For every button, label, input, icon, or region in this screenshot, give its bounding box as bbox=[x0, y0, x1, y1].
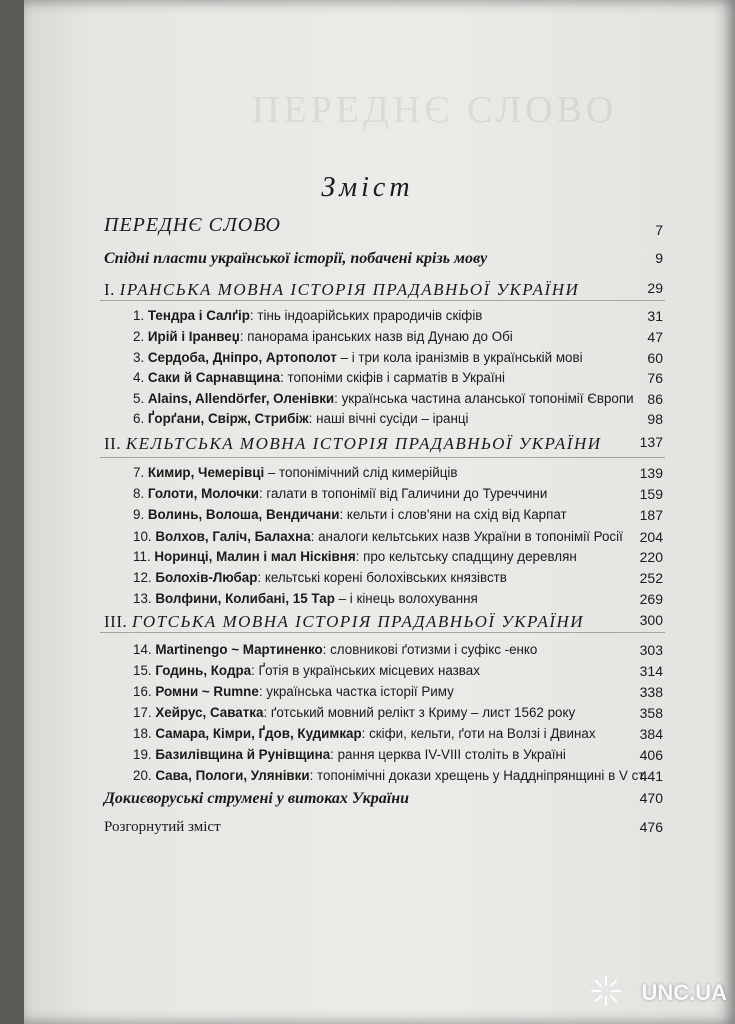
entry-title bbox=[133, 529, 623, 544]
chapter-subtitle: : рання церква IV-VIII століть в Україні bbox=[330, 747, 566, 762]
entry-title bbox=[133, 391, 634, 406]
chapter-subtitle: : про кельтську спадщину деревлян bbox=[355, 549, 577, 564]
chapter-number: 18. bbox=[133, 726, 156, 741]
entry-title bbox=[133, 705, 575, 720]
chapter-keywords: Кимир, Чемерівці bbox=[147, 465, 265, 480]
chapter-subtitle: – і три кола іранізмів в українській мові bbox=[336, 350, 583, 365]
page-number: 9 bbox=[655, 250, 663, 266]
chapter-subtitle: : словникові ґотизми і суфікс -енко bbox=[322, 642, 538, 657]
entry-title bbox=[133, 507, 567, 522]
page-number: 7 bbox=[655, 222, 663, 238]
section-divider bbox=[100, 457, 665, 458]
entry-title bbox=[133, 747, 566, 762]
part-numeral: I. bbox=[104, 280, 120, 299]
chapter-keywords: Сава, Пологи, Улянівки bbox=[155, 768, 310, 783]
chapter-subtitle: : кельти і слов'яни на схід від Карпат bbox=[339, 507, 567, 522]
chapter-number: 15. bbox=[133, 663, 156, 678]
chapter-keywords: Ирій і Іранвеџ bbox=[147, 329, 240, 344]
page-number: 86 bbox=[647, 391, 663, 407]
chapter-subtitle: : панорама іранських назв від Дунаю до Обі bbox=[239, 329, 513, 344]
chapter-number: 10. bbox=[133, 529, 156, 544]
page-number: 98 bbox=[647, 411, 663, 427]
chapter-subtitle: : аналоги кельтських назв України в топонімії Росії bbox=[310, 529, 623, 544]
chapter-subtitle: – і кінець волохування bbox=[334, 591, 478, 606]
chapter-subtitle: : кельтські корені болохівських князівств bbox=[257, 570, 507, 585]
page-number: 204 bbox=[639, 529, 663, 545]
chapter-keywords: Волхов, Галіч, Балахна bbox=[155, 529, 311, 544]
entry-title bbox=[104, 434, 602, 454]
chapter-subtitle: : галати в топонімії від Галичини до Туреччини bbox=[258, 486, 548, 501]
chapter-keywords: Тендра і Салґір bbox=[147, 308, 250, 323]
chapter-keywords: Годинь, Кодра bbox=[155, 663, 252, 678]
part-numeral: III. bbox=[104, 612, 132, 631]
entry-title: Спідні пласти української історії, побачені крізь мову bbox=[104, 250, 488, 267]
entry-title bbox=[133, 684, 454, 699]
chapter-keywords: Martinengo ~ Мартиненко bbox=[155, 642, 323, 657]
page-number: 441 bbox=[639, 768, 663, 784]
chapter-number: 19. bbox=[133, 747, 156, 762]
chapter-subtitle: : топонімічні докази хрещень у Наддніпрянщині в V ст. bbox=[309, 768, 647, 783]
entry-title bbox=[133, 768, 647, 783]
chapter-number: 7. bbox=[133, 465, 148, 480]
chapter-number: 4. bbox=[133, 370, 148, 385]
page-number: 159 bbox=[639, 486, 663, 502]
chapter-keywords: Болохів-Любар bbox=[155, 570, 258, 585]
page-number: 314 bbox=[639, 663, 663, 679]
chapter-keywords: Норинці, Малин і мал Нісківня bbox=[154, 549, 356, 564]
section-divider bbox=[100, 300, 665, 301]
page-number: 476 bbox=[639, 819, 663, 835]
chapter-keywords: Ромни ~ Rumne bbox=[155, 684, 259, 699]
chapter-number: 16. bbox=[133, 684, 156, 699]
chapter-keywords: Голоти, Молочки bbox=[147, 486, 259, 501]
part-numeral: II. bbox=[104, 434, 126, 453]
chapter-number: 5. bbox=[133, 391, 148, 406]
entry-title bbox=[133, 329, 513, 344]
chapter-number: 20. bbox=[133, 768, 156, 783]
entry-title bbox=[133, 642, 537, 657]
page-number: 29 bbox=[647, 280, 663, 296]
chapter-subtitle: : Ґотія в українських місцевих назвах bbox=[251, 663, 480, 678]
watermark-logo-icon bbox=[589, 974, 623, 1008]
page-number: 269 bbox=[639, 591, 663, 607]
chapter-keywords: Самара, Кімри, Ґдов, Кудимкар bbox=[155, 726, 362, 741]
chapter-keywords: Волинь, Волоша, Вендичани bbox=[147, 507, 340, 522]
chapter-keywords: Саки й Сарнавщина bbox=[147, 370, 281, 385]
chapter-number: 9. bbox=[133, 507, 148, 522]
page-number: 187 bbox=[639, 507, 663, 523]
entry-title bbox=[133, 350, 583, 365]
chapter-keywords: Ґорґани, Свірж, Стрибіж bbox=[147, 411, 309, 426]
chapter-keywords: Хейрус, Саватка bbox=[155, 705, 264, 720]
page-number: 300 bbox=[639, 612, 663, 628]
chapter-number: 13. bbox=[133, 591, 156, 606]
chapter-number: 14. bbox=[133, 642, 156, 657]
chapter-keywords: Сердоба, Дніпро, Артополот bbox=[147, 350, 337, 365]
chapter-number: 3. bbox=[133, 350, 148, 365]
page-number: 76 bbox=[647, 370, 663, 386]
chapter-keywords: Волфини, Колибані, 15 Тар bbox=[155, 591, 335, 606]
part-label: КЕЛЬТСЬКА МОВНА ІСТОРІЯ ПРАДАВНЬОЇ УКРАЇНИ bbox=[125, 434, 602, 453]
entry-title bbox=[133, 570, 507, 585]
show-through-text: ПЕРЕДНЄ СЛОВО bbox=[252, 89, 618, 131]
chapter-subtitle: : українська частина аланської топонімії Європи bbox=[334, 391, 634, 406]
entry-title bbox=[133, 411, 469, 426]
chapter-subtitle: : українська частка історії Риму bbox=[258, 684, 454, 699]
page-number: 384 bbox=[639, 726, 663, 742]
page-number: 470 bbox=[639, 790, 663, 806]
chapter-subtitle: : тінь індоарійських прародичів скіфів bbox=[249, 308, 483, 323]
page-number: 60 bbox=[647, 350, 663, 366]
entry-title: Розгорнутий зміст bbox=[104, 819, 221, 835]
chapter-subtitle: : ґотський мовний релікт з Криму – лист 1562 року bbox=[263, 705, 576, 720]
chapter-subtitle: : наші вічні сусіди – іранці bbox=[308, 411, 469, 426]
chapter-number: 6. bbox=[133, 411, 148, 426]
page-number: 137 bbox=[639, 434, 663, 450]
page-number: 406 bbox=[639, 747, 663, 763]
toc-heading: Зміст bbox=[321, 172, 414, 203]
chapter-number: 11. bbox=[133, 549, 155, 564]
entry-title bbox=[104, 612, 584, 632]
page-number: 47 bbox=[647, 329, 663, 345]
chapter-number: 12. bbox=[133, 570, 156, 585]
part-label: ГОТСЬКА МОВНА ІСТОРІЯ ПРАДАВНЬОЇ УКРАЇНИ bbox=[131, 612, 585, 631]
entry-title: Докиєворуські струмені у витоках України bbox=[104, 790, 409, 807]
section-divider bbox=[100, 632, 665, 633]
entry-title bbox=[133, 370, 505, 385]
chapter-subtitle: – топонімічний слід кимерійців bbox=[264, 465, 458, 480]
entry-title bbox=[133, 591, 478, 606]
chapter-number: 17. bbox=[133, 705, 156, 720]
entry-title bbox=[104, 280, 579, 300]
chapter-keywords: Базилівщина й Рунівщина bbox=[155, 747, 331, 762]
page-number: 358 bbox=[639, 705, 663, 721]
page-number: 139 bbox=[639, 465, 663, 481]
page-number: 338 bbox=[639, 684, 663, 700]
entry-title bbox=[133, 663, 480, 678]
chapter-number: 8. bbox=[133, 486, 148, 501]
chapter-number: 2. bbox=[133, 329, 148, 344]
entry-title bbox=[133, 549, 577, 564]
chapter-subtitle: : топоніми скіфів і сарматів в Україні bbox=[280, 370, 505, 385]
watermark-text: UNC.UA bbox=[641, 980, 727, 1005]
chapter-keywords: Alains, Allendörfer, Оленівки bbox=[147, 391, 335, 406]
entry-title bbox=[133, 726, 596, 741]
chapter-subtitle: : скіфи, кельти, ґоти на Волзі і Двинах bbox=[361, 726, 596, 741]
page-number: 303 bbox=[639, 642, 663, 658]
part-label: ІРАНСЬКА МОВНА ІСТОРІЯ ПРАДАВНЬОЇ УКРАЇНИ bbox=[119, 280, 580, 299]
page-number: 252 bbox=[639, 570, 663, 586]
chapter-number: 1. bbox=[133, 308, 148, 323]
page-number: 220 bbox=[639, 549, 663, 565]
entry-title: ПЕРЕДНЄ СЛОВО bbox=[104, 214, 281, 236]
entry-title bbox=[133, 308, 482, 323]
entry-title bbox=[133, 486, 547, 501]
page-number: 31 bbox=[647, 308, 663, 324]
entry-title bbox=[133, 465, 457, 480]
